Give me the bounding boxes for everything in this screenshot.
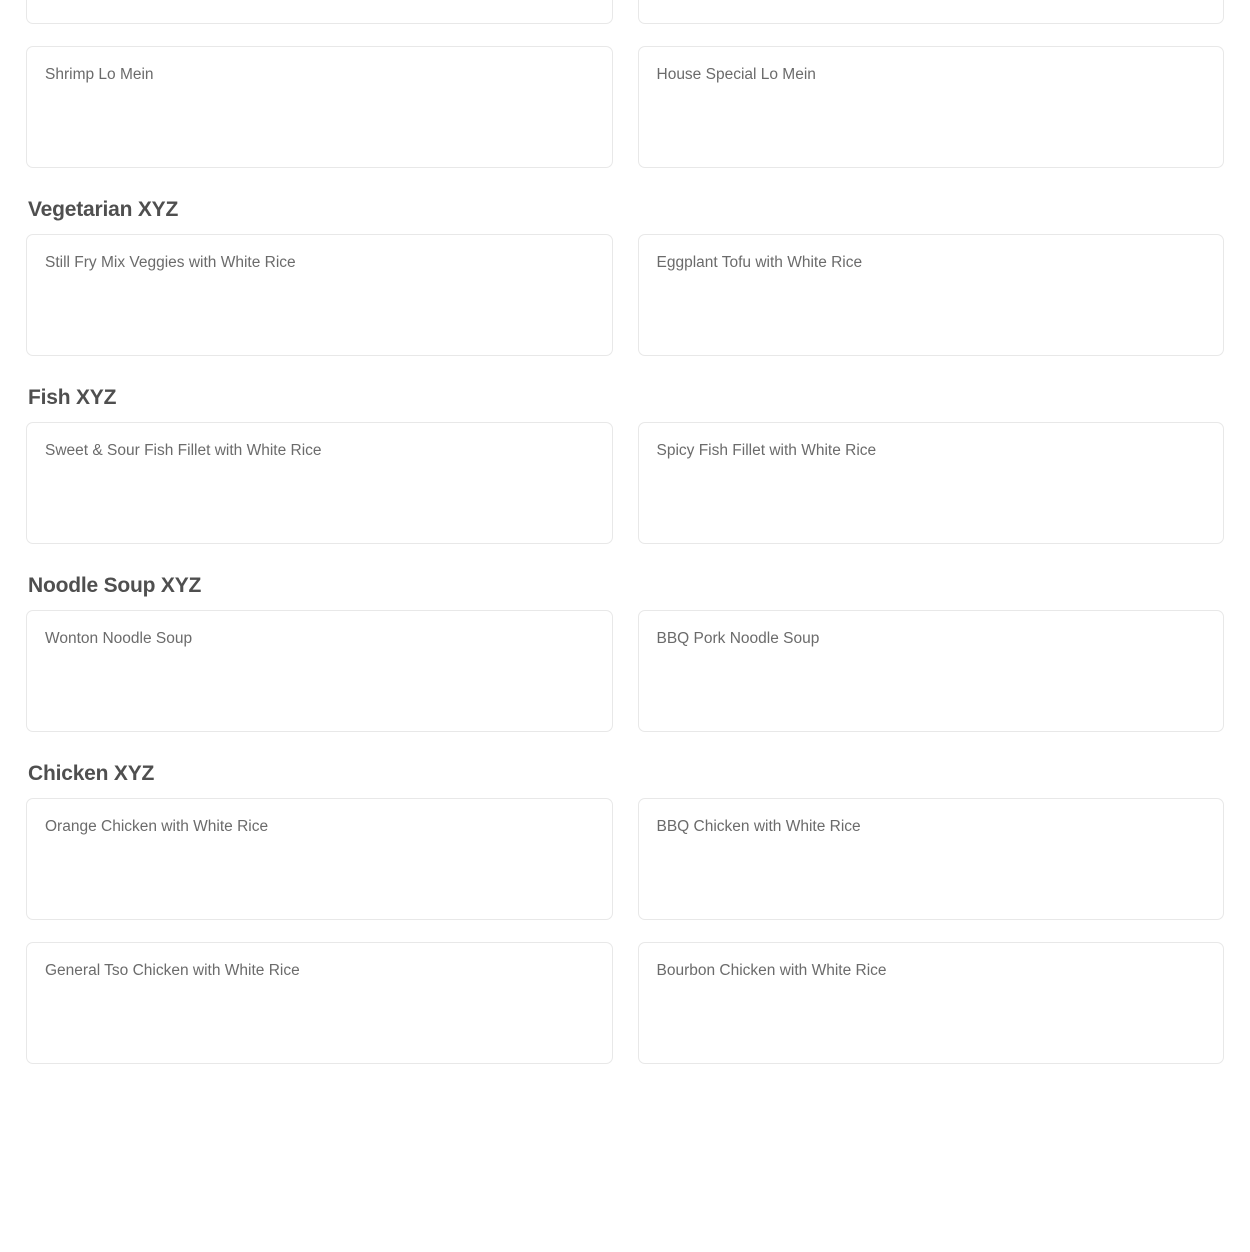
menu-section-chicken (26, 762, 1224, 1064)
section-heading: Noodle Soup XYZ (28, 574, 202, 597)
menu-item-card[interactable] (26, 234, 613, 356)
menu-item-name: General Tso Chicken with White Rice (45, 962, 300, 979)
menu-item-card[interactable] (26, 610, 613, 732)
menu-item-grid (26, 234, 1224, 356)
menu-item-name: Bourbon Chicken with White Rice (656, 962, 887, 979)
menu-item-card[interactable] (26, 0, 613, 24)
menu-item-name: Orange Chicken with White Rice (45, 818, 269, 835)
menu-item-card[interactable] (638, 610, 1225, 732)
menu-item-card[interactable] (638, 942, 1225, 1064)
menu-section-noodle-soup (26, 574, 1224, 732)
menu-item-name: BBQ Chicken with White Rice (656, 818, 861, 835)
menu-item-name: House Special Lo Mein (656, 66, 816, 83)
menu-item-name: Still Fry Mix Veggies with White Rice (45, 254, 296, 271)
section-heading: Vegetarian XYZ (28, 198, 179, 221)
menu-item-card[interactable] (26, 798, 613, 920)
menu-item-card[interactable] (26, 46, 613, 168)
section-heading: Chicken XYZ (28, 762, 155, 785)
menu-item-grid (26, 46, 1224, 168)
menu-item-card[interactable] (638, 234, 1225, 356)
menu-item-grid (26, 610, 1224, 732)
menu-item-card[interactable] (638, 0, 1225, 24)
menu-item-card[interactable] (26, 942, 613, 1064)
menu-item-grid (26, 798, 1224, 1064)
menu-item-card[interactable] (638, 798, 1225, 920)
menu-item-name: Wonton Noodle Soup (45, 630, 193, 647)
menu-item-card[interactable] (638, 46, 1225, 168)
menu-item-grid (26, 422, 1224, 544)
menu-section-clipped (26, 0, 1224, 168)
menu-item-card[interactable] (26, 422, 613, 544)
section-heading: Fish XYZ (28, 386, 117, 409)
menu-item-name: Spicy Fish Fillet with White Rice (656, 442, 877, 459)
menu-item-name: Sweet & Sour Fish Fillet with White Rice (45, 442, 322, 459)
menu-item-name: BBQ Pork Noodle Soup (656, 630, 820, 647)
menu-item-name: Shrimp Lo Mein (45, 66, 154, 83)
menu-item-grid (26, 0, 1224, 24)
menu-section-fish (26, 386, 1224, 544)
menu-item-name: Eggplant Tofu with White Rice (656, 254, 863, 271)
menu-item-card[interactable] (638, 422, 1225, 544)
menu-section-vegetarian (26, 198, 1224, 356)
